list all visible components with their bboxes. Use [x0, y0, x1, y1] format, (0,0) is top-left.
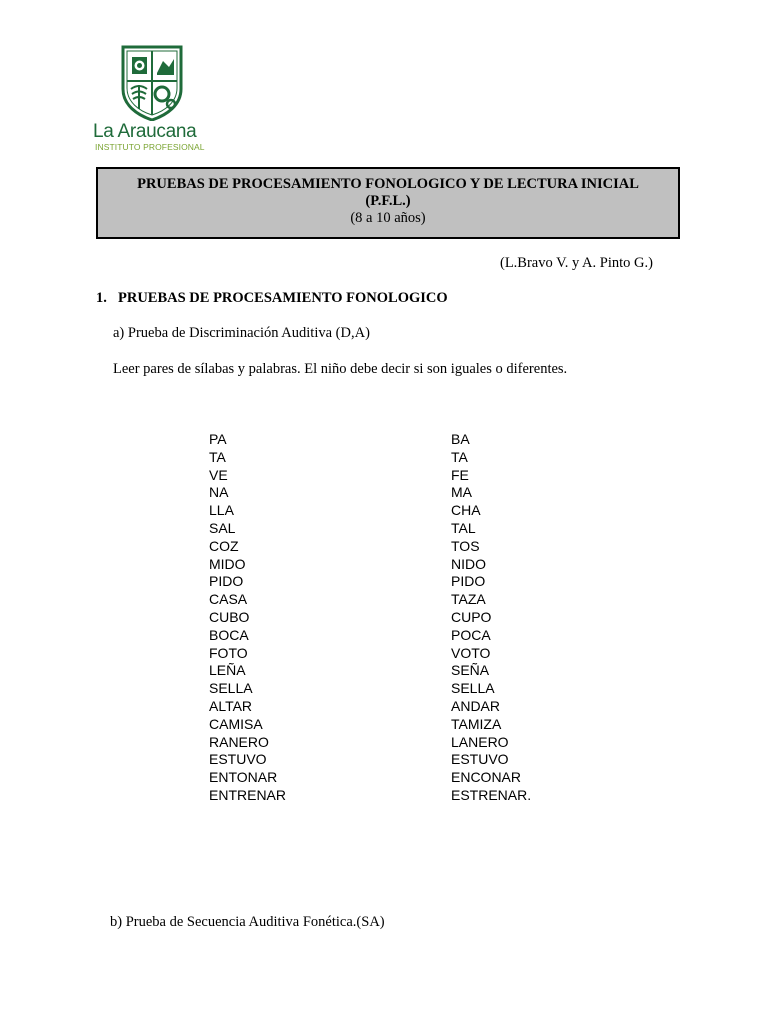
pair-left-word: ESTUVO [209, 751, 267, 768]
pair-left-word: TA [209, 448, 226, 465]
pair-left-word: MIDO [209, 555, 246, 572]
pair-right-word: POCA [451, 626, 491, 643]
subsection-a-heading: a) Prueba de Discriminación Auditiva (D,A) [113, 325, 370, 341]
logo-name: La Araucana [93, 121, 197, 142]
pair-right-word: MA [451, 484, 472, 501]
pair-left-word: CAMISA [209, 715, 263, 732]
authors: (L.Bravo V. y A. Pinto G.) [500, 255, 653, 271]
section-heading [96, 290, 448, 307]
pair-left-word: PA [209, 431, 227, 447]
pair-left-word: COZ [209, 537, 239, 554]
pair-right-word: NIDO [451, 555, 486, 572]
pair-left-word: RANERO [209, 733, 269, 750]
pair-left-word: SAL [209, 519, 236, 536]
title-line-1: PRUEBAS DE PROCESAMIENTO FONOLOGICO Y DE LECTURA INICIAL [137, 176, 639, 192]
pair-right-word: TAL [451, 519, 476, 536]
title-line-2: (P.F.L.) [365, 193, 411, 209]
pair-right-word: FE [451, 466, 469, 483]
pair-left-word: PIDO [209, 573, 244, 590]
pair-left-word: BOCA [209, 626, 249, 643]
pair-right-word: TAMIZA [451, 715, 502, 732]
instruction-text: Leer pares de sílabas y palabras. El niño debe decir si son iguales o diferentes. [113, 361, 568, 377]
pair-right-word: SEÑA [451, 662, 490, 679]
pair-left-word: CUBO [209, 608, 250, 625]
pair-right-word: CUPO [451, 608, 492, 625]
title-box [96, 167, 680, 239]
pair-right-word: PIDO [451, 573, 486, 590]
pair-right-word: TOS [451, 537, 480, 554]
pair-right-word: ENCONAR [451, 769, 522, 786]
pair-right-word: ESTRENAR. [451, 786, 532, 803]
pair-right-word: VOTO [451, 644, 491, 661]
shield-emblem-icon [121, 45, 183, 121]
section-number: 1. [96, 290, 107, 306]
pair-left-word: VE [209, 466, 228, 483]
pair-right-word: TA [451, 448, 468, 465]
pair-right-word: CHA [451, 502, 481, 519]
pair-left-word: NA [209, 484, 229, 501]
pair-right-word: LANERO [451, 733, 509, 750]
pair-left-word: ENTONAR [209, 769, 278, 786]
pair-left-word: CASA [209, 591, 248, 608]
logo-subtitle: INSTITUTO PROFESIONAL [95, 142, 205, 152]
pair-right-word: ANDAR [451, 697, 501, 714]
pair-right-word: BA [451, 431, 470, 447]
section-title: PRUEBAS DE PROCESAMIENTO FONOLOGICO [118, 290, 448, 306]
pair-right-word: TAZA [451, 591, 486, 608]
pair-left-word: FOTO [209, 644, 248, 661]
pair-right-word: ESTUVO [451, 751, 509, 768]
title-age-range: (8 a 10 años) [350, 210, 426, 226]
subsection-b-heading: b) Prueba de Secuencia Auditiva Fonética.(SA) [110, 914, 385, 930]
pair-right-word: SELLA [451, 680, 495, 697]
pair-left-word: LLA [209, 502, 234, 519]
pair-left-word: ENTRENAR [209, 786, 287, 803]
pair-left-word: ALTAR [209, 697, 253, 714]
pair-left-word: LEÑA [209, 662, 246, 679]
pair-left-word: SELLA [209, 680, 253, 697]
institution-logo [93, 45, 213, 155]
